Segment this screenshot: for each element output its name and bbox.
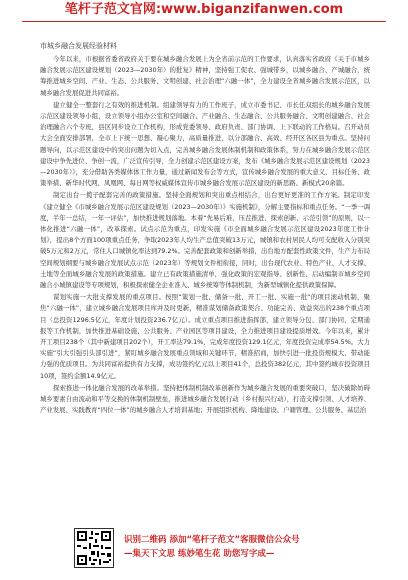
document-body (40, 40, 370, 518)
footer-promo-line: 识别二维码 添加“笔杆子范文”客服微信公众号 (124, 535, 300, 545)
paragraph: 制定出台一揽子配套完善的政策措施。坚持全面规划和突出重点相结合，出台更好更准的工作方案。制定印发《建立健全《市城乡融合发展示范区建设规划（2023—2030年）》实施机制》，分解主要指标和重点任务。“一季一调度，半年一总结，一年一评估”，加快推进规划落地。本着“先易后难、压茬推进、探索创新、示范引领”的原则，以一体化推进“六融一体”，改革探索。试点示范为重点，印发实施《市全面城乡融合发展示范区建设2023年度工作计划》，提出8个方面100项重点任务，争取2023年人均生产总值突破13万元，城镇和农村居民人均可支配收入分别突破5万元和2万元，常住人口城镇化率达到79.2%。完善配套政策和创新举措，出台地方配套性政策文件，生产力布局空间规划纲要与城乡融合发展试点示范（2023年）等规划文件相衔接，同时，出台现代农业、特色产业、人才支撑、土地等全面城乡融合发展的政策措施。建立已有政策措施清单，强化政策的宏观指导、创新性、启动编制市城乡空间融合小城镇建设等专项规划，积极探索健全企业准入、城乡统筹等体制机制，为新型城镇化提供政策保障。 (40, 191, 370, 290)
paragraph: 探索推进一体化融合发展的改革举措。坚持把体制机制改革创新作为城乡融合发展的重要突破口，坚决破除妨碍城乡要素自由流动和平等交换的体制机制壁垒，推进城乡融合发展行动（乡村振兴行动），打造支撑引领、人才培养、产业发展、实践教育“四位一体”的城乡融合人才培训基地；开展组织机构、降地建设、户籍管理、公共服务、基层治 (40, 383, 370, 415)
document-heading: 市城乡融合发展经验材料 (40, 42, 117, 50)
paragraph: 今年以来，市根据省委省政府关于要在城乡融合发展上为全省前示范的工作要求，认真落实省政府《关于市城乡融合发展示范区建设规划（2023—2030年）的批复》精神，坚持强工促农、强城带乡，以城乡融合、产城融合，统筹推进城乡空间、产业、生态、公共服务、文明创建、社会治理“六融一体”，全力建设全省城乡融合发展示范区，以城乡融合发展促进共同富裕。 (40, 55, 370, 97)
paragraph: 谋划实施一大批支撑发展的重点项目。按照“策划一批、储备一批、开工一批、实施一批”的项目滚动机制，聚焦“六融一体”，建立城乡融合发展项目库并及时更新，精准谋划储备政策契合、功能完善、效益突出的238个重点项目（总投资1296.5亿元，年度计划投资236.7亿元）。成立重点项目推进指挥部，建立领导分包、部门协同、定期通报等工作机制，加快推进基础设施、公共服务、产业园区等项目建设，全力推进项目建设提质增效。今年以来，累计开工项目238个（其中新建项目202个），开工率达79.1%，完成年度投资129.1亿元，年度投资完成率54.5%。大力实施“引大引强引头部引进”，紧盯城乡融合发展重点领域和关键环节，精准招商，加快引进一批投资规模大、带动能力强的优质项目。为共同富裕提供有力支撑，成功签约亿元以上项目41个，总投资382亿元，其中签约城市投资项目10项，签约金额14.9亿元。 (40, 293, 370, 380)
banner-divider (22, 21, 386, 22)
site-title[interactable]: 笔杆子范文官网:www.biganzifanwen.com (64, 2, 344, 17)
paragraph: 建立健全一整套行之有效的推进机制。组建领导有力的工作班子，成立市委书记、市长任双组长的城乡融合发展示范区建设领导小组，设立领导小组办公室和空间融合、产业融合、生态融合、公共服务融合、文明创建融合、社会治理融合六个专班，县区同步设立工作机构，形成党委领导、政府负责、部门协调、上下联动的工作格局。召开动员大会全面安排部署，全市上下统一思想、凝心聚力，高质量推进，以分部融合、高效、经开区各区县为重点。坚持问题导向，以示范区建设中的突出问题为切入点，完善城乡融合发展体制机制和政策体系，努力在城乡融合发展示范区建设中争先进位、争创一流，广泛宣传引导，全力创建示范区建设方案，发布《城乡融合发展示范区建设规划（2023—2030年）》，充分借助各类媒体体工作力量，通过新闻发布会等方式，宣传城乡融合发展的重大意义、目标任务、政策举措、新华时代网、凤凰网、每日网等权威媒体宣传市城乡融合发展示范区建设的新思路、新模式20余篇。 (40, 100, 370, 188)
footer-slogan: —集天下文思 练妙笔生花 助您写字成— (124, 549, 275, 559)
qr-code-icon[interactable] (74, 528, 114, 568)
site-banner (0, 0, 408, 34)
